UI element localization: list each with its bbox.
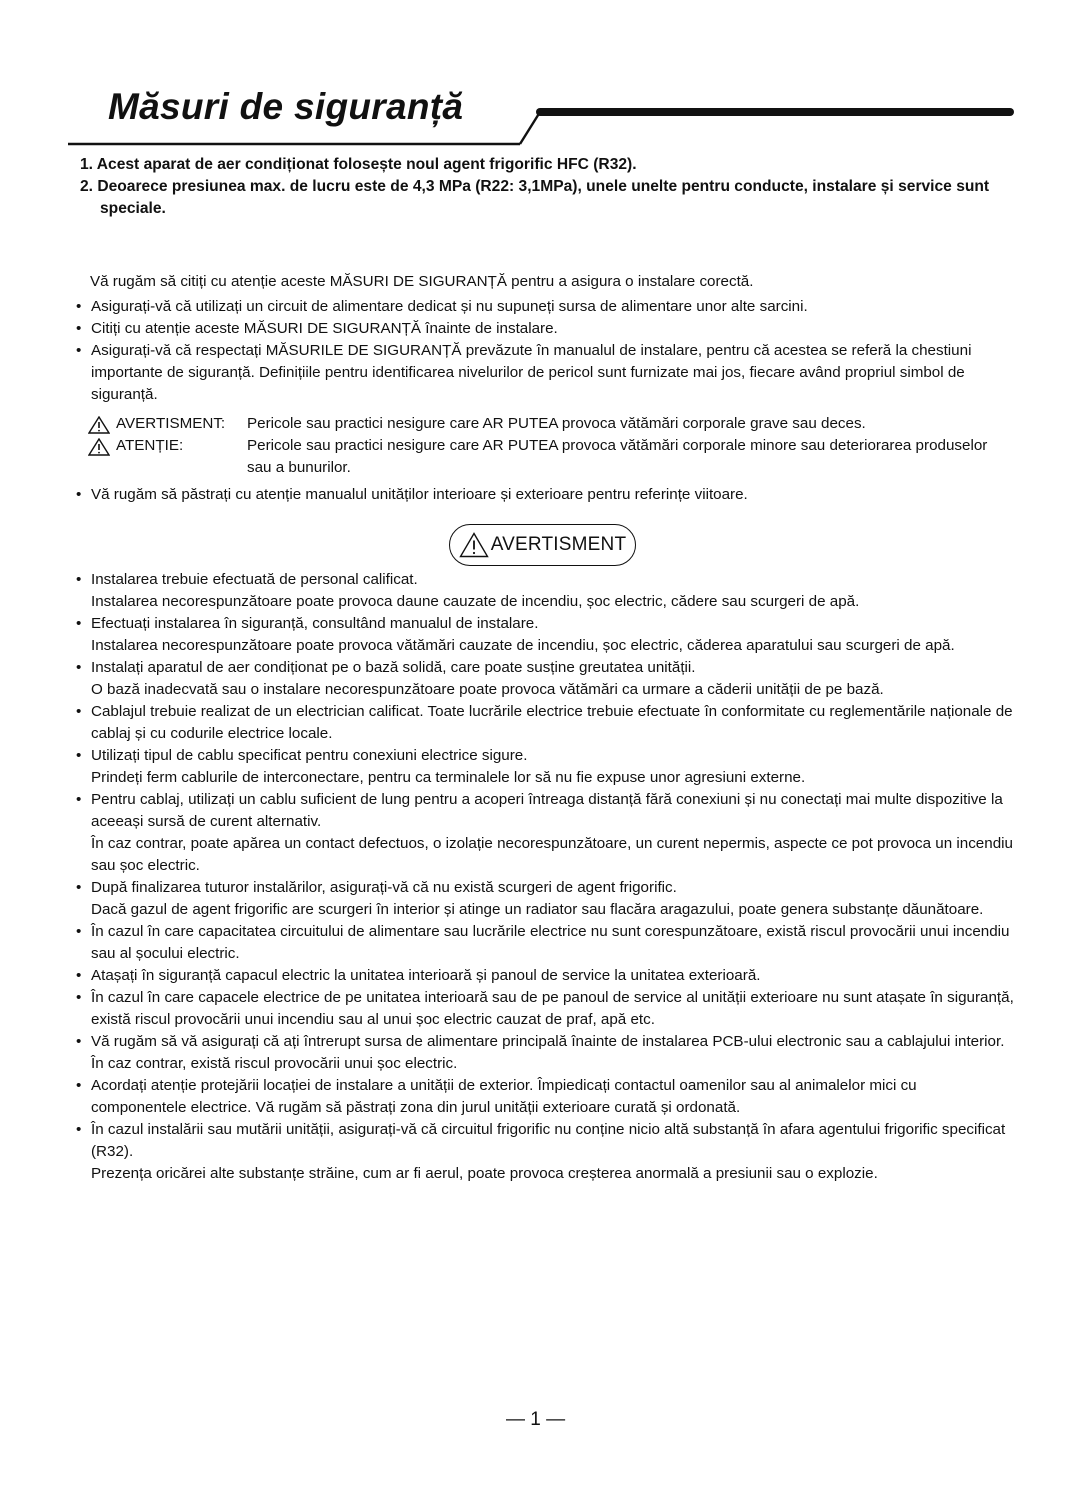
warning-item: • Utilizați tipul de cablu specificat pentru conexiuni electrice sigure. Prindeți ferm cablurile de interconectare, pentru ca terminalele lor să nu fie expuse unor agresiuni externe. [76, 745, 1016, 789]
hazard-term: AVERTISMENT: [116, 415, 226, 432]
warning-item: • Atașați în siguranță capacul electric la unitatea interioară și panoul de service la unitatea exterioară. [76, 967, 761, 984]
warning-item: • În cazul instalării sau mutării unității, asigurați-vă că circuitul frigorific nu conține nicio altă substanță în afara agentului frigorific specificat (R32). Prezența oricărei alte substanțe străine, cum ar fi aerul, poate provoca creșterea anormală a presiunii sau o explozie. [76, 1119, 1016, 1185]
warning-item: • În cazul în care capacele electrice de pe unitatea interioară sau de pe panoul de service al unității exterioare nu sunt atașate în siguranță, există riscul provocării unui incendiu sau al unui șoc electric cauzat de praf, apă etc. [76, 989, 1014, 1028]
warning-item-detail: O bază inadecvată sau o instalare necorespunzătoare poate provoca vătămări ca urmare a căderii unității de pe bază. [91, 681, 884, 698]
warning-item: • Vă rugăm să vă asigurați că ați întrerupt sursa de alimentare principală înainte de instalarea PCB-ului electronic sau a cablajului interior. În caz contrar, există riscul provocării unui șoc electric. [76, 1033, 1005, 1072]
hazard-level-caution [88, 435, 988, 479]
warning-item-text: Cablajul trebuie realizat de un electrician calificat. Toate lucrările electrice trebuie efectuate în conformitate cu reglementările naționale de cablaj și cu codurile electrice locale. [91, 703, 1013, 742]
warning-item-text: Atașați în siguranță capacul electric la unitatea interioară și panoul de service la unitatea exterioară. [91, 967, 761, 984]
warning-item-detail: Instalarea necorespunzătoare poate provoca vătămări cauzate de incendiu, șoc electric, căderea aparatului sau scurgeri de apă. [91, 637, 955, 654]
warning-item-text: În cazul în care capacitatea circuitului de alimentare sau lucrările electrice nu sunt corespunzătoare, există riscul provocării unui incendiu sau al șocului electric. [91, 923, 1010, 962]
warning-item-detail: Instalarea necorespunzătoare poate provoca daune cauzate de incendiu, șoc electric, cădere sau scurgeri de apă. [91, 593, 860, 610]
warning-item-detail: Dacă gazul de agent frigorific are scurgeri în interior și atinge un radiator sau flacăra aragazului, poate genera substanțe dăunătoare. [91, 901, 984, 918]
page-number: — 1 — [506, 1409, 566, 1430]
note-item: 1. Acest aparat de aer condiționat folosește noul agent frigorific HFC (R32). [80, 156, 637, 173]
important-notes [80, 154, 1020, 220]
intro-text: Vă rugăm să citiți cu atenție aceste MĂSURI DE SIGURANȚĂ pentru a asigura o instalare corectă. [90, 273, 754, 290]
header-rule [0, 0, 1083, 160]
warning-item: • Instalați aparatul de aer condiționat pe o bază solidă, care poate susține greutatea unității. O bază inadecvată sau o instalare necorespunzătoare poate provoca vătămări ca urmare a căderii unității de pe bază. [76, 657, 1016, 701]
warning-item-text: Instalarea trebuie efectuată de personal calificat. [91, 571, 418, 588]
warning-item: • Instalarea trebuie efectuată de personal calificat. Instalarea necorespunzătoare poate provoca daune cauzate de incendiu, șoc electric, cădere sau scurgeri de apă. [76, 569, 1016, 613]
warning-item-text: Efectuați instalarea în siguranță, consultând manualul de instalare. [91, 615, 539, 632]
warning-triangle-icon [459, 532, 489, 558]
general-bullet-list [76, 296, 1016, 406]
hazard-levels [88, 413, 988, 479]
warning-item-text: În cazul instalării sau mutării unității, asigurați-vă că circuitul frigorific nu conține nicio altă substanță în afara agentului frigorific specificat (R32). [91, 1121, 1006, 1160]
warning-item-text: Utilizați tipul de cablu specificat pentru conexiuni electrice sigure. [91, 747, 528, 764]
warning-item-text: Vă rugăm să vă asigurați că ați întrerupt sursa de alimentare principală înainte de instalarea PCB-ului electronic sau a cablajului interior. În caz contrar, există riscul provocării unui șoc electric. [91, 1033, 1005, 1072]
hazard-description: Pericole sau practici nesigure care AR PUTEA provoca vătămări corporale minore sau deteriorarea produselor sau a bunurilor. [247, 437, 988, 476]
warning-item: • După finalizarea tuturor instalărilor, asigurați-vă că nu există scurgeri de agent frigorific. Dacă gazul de agent frigorific are scurgeri în interior și atinge un radiator sau flacăra aragazului, poate genera substanțe dăunătoare. [76, 877, 1016, 921]
warning-section-label: AVERTISMENT [449, 524, 636, 566]
warning-item-text: Instalați aparatul de aer condiționat pe o bază solidă, care poate susține greutatea unității. [91, 659, 696, 676]
warning-item-text: Acordați atenție protejării locației de instalare a unității de exterior. Împiedicați contactul oamenilor sau al animalelor mici cu componentele electrice. Vă rugăm să păstrați zona din jurul unității exterioare curată și ordonată. [91, 1077, 917, 1116]
note-item: 2. Deoarece presiunea max. de lucru este de 4,3 MPa (R22: 3,1MPa), unele unelte pentru conducte, instalare și service sunt speciale. [80, 178, 990, 217]
hazard-term: ATENȚIE: [116, 437, 184, 454]
warning-triangle-icon [88, 416, 110, 434]
warning-item-text: În cazul în care capacele electrice de pe unitatea interioară sau de pe panoul de service al unității exterioare nu sunt atașate în siguranță, există riscul provocării unui incendiu sau al unui șoc electric cauzat de praf, apă etc. [91, 989, 1014, 1028]
hazard-description: Pericole sau practici nesigure care AR PUTEA provoca vătămări corporale grave sau deces. [247, 415, 866, 432]
warning-item: • Acordați atenție protejării locației de instalare a unității de exterior. Împiedicați contactul oamenilor sau al animalelor mici cu componentele electrice. Vă rugăm să păstrați zona din jurul unității exterioare curată și ordonată. [76, 1077, 917, 1116]
list-item: • Asigurați-vă că utilizați un circuit de alimentare dedicat și nu supuneți sursa de alimentare unor alte sarcini. [76, 298, 808, 315]
warning-item-text: Pentru cablaj, utilizați un cablu suficient de lung pentru a acoperi întreaga distanță fără conexiuni și nu conectați mai multe dispozitive la aceeași sursă de curent alternativ. [91, 791, 1003, 830]
warning-triangle-icon [88, 438, 110, 456]
list-item: • Citiți cu atenție aceste MĂSURI DE SIGURANȚĂ înainte de instalare. [76, 320, 558, 337]
hazard-level-warning [88, 413, 988, 435]
warning-item-detail: Prindeți ferm cablurile de interconectare, pentru ca terminalele lor să nu fie expuse unor agresiuni externe. [91, 769, 806, 786]
warning-item: • În cazul în care capacitatea circuitului de alimentare sau lucrările electrice nu sunt corespunzătoare, există riscul provocării unui incendiu sau al șocului electric. [76, 923, 1010, 962]
warning-list [76, 569, 1016, 1185]
warning-item-detail: Prezența oricărei alte substanțe străine, cum ar fi aerul, poate provoca creșterea anormală a presiunii sau o explozie. [91, 1165, 878, 1182]
list-item: • Vă rugăm să păstrați cu atenție manualul unităților interioare și exterioare pentru referințe viitoare. [76, 486, 748, 503]
keep-manual-list [76, 484, 1016, 506]
warning-item: • Pentru cablaj, utilizați un cablu suficient de lung pentru a acoperi întreaga distanță fără conexiuni și nu conectați mai multe dispozitive la aceeași sursă de curent alternativ. În caz contrar, poate apărea un contact defectuos, o izolație necorespunzătoare, un curent nepermis, aspecte ce pot provoca un incendiu sau șoc electric. [76, 789, 1016, 877]
page-title: Măsuri de siguranță [108, 86, 464, 127]
warning-item: • Efectuați instalarea în siguranță, consultând manualul de instalare. Instalarea necorespunzătoare poate provoca vătămări cauzate de incendiu, șoc electric, căderea aparatului sau scurgeri de apă. [76, 613, 1016, 657]
warning-item: • Cablajul trebuie realizat de un electrician calificat. Toate lucrările electrice trebuie efectuate în conformitate cu reglementările naționale de cablaj și cu codurile electrice locale. [76, 703, 1013, 742]
list-item: • Asigurați-vă că respectați MĂSURILE DE SIGURANȚĂ prevăzute în manualul de instalare, pentru că acestea se referă la chestiuni importante de siguranță. Definițiile pentru identificarea nivelurilor de pericol sunt furnizate mai jos, fiecare având propriul simbol de siguranță. [76, 342, 972, 403]
warning-item-text: După finalizarea tuturor instalărilor, asigurați-vă că nu există scurgeri de agent frigorific. [91, 879, 677, 896]
warning-item-detail: În caz contrar, poate apărea un contact defectuos, o izolație necorespunzătoare, un curent nepermis, aspecte ce pot provoca un incendiu sau șoc electric. [91, 835, 1013, 874]
